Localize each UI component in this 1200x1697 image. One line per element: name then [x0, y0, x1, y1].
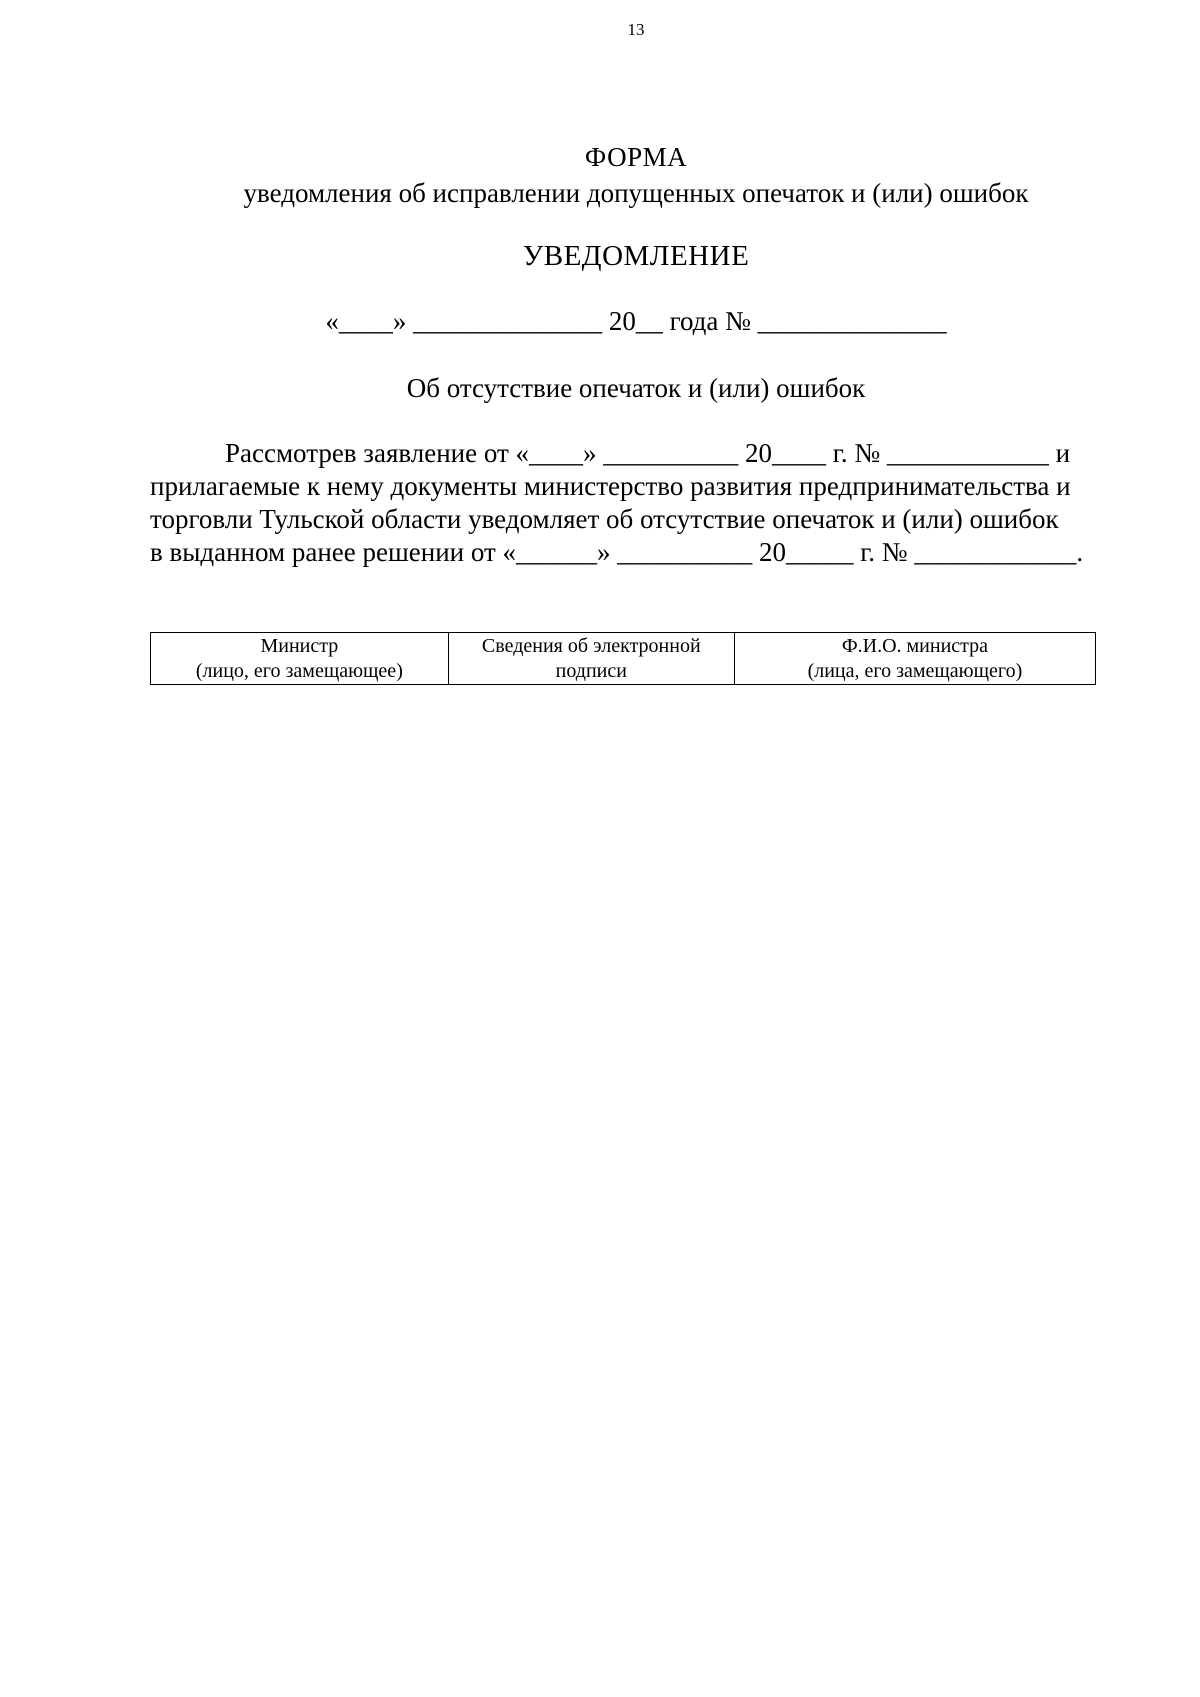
signature-cell-minister — [151, 633, 449, 685]
minister-label: Министр — [260, 635, 339, 657]
body-line-2: прилагаемые к нему документы министерство развития предпринимательства и — [150, 471, 1071, 501]
name-sublabel: (лица, его замещающего) — [807, 660, 1023, 682]
page-number: 13 — [627, 20, 645, 39]
esign-sublabel: подписи — [555, 660, 627, 682]
notice-title: УВЕДОМЛЕНИЕ — [522, 240, 750, 272]
signature-cell-name — [734, 633, 1095, 685]
notice-subject: Об отсутствие опечаток и (или) ошибок — [406, 373, 866, 403]
notice-date-number-line: «____» ______________ 20__ года № ______________ — [325, 306, 947, 336]
notice-body — [150, 437, 1128, 569]
name-label: Ф.И.О. министра — [841, 635, 989, 657]
signature-table-row — [151, 633, 1096, 685]
esign-label: Сведения об электронной — [481, 635, 701, 657]
body-line-1: Рассмотрев заявление от «____» __________ 20____ г. № ____________ и — [225, 438, 1071, 468]
minister-sublabel: (лицо, его замещающее) — [195, 660, 403, 682]
form-title: ФОРМА — [584, 142, 688, 172]
signature-table — [150, 632, 1096, 685]
signature-cell-esign — [448, 633, 734, 685]
body-line-3: торговли Тульской области уведомляет об отсутствие опечаток и (или) ошибок — [150, 504, 1059, 534]
form-subtitle: уведомления об исправлении допущенных опечаток и (или) ошибок — [243, 178, 1029, 208]
body-line-4: в выданном ранее решении от «______» __________ 20_____ г. № ____________. — [150, 537, 1084, 567]
